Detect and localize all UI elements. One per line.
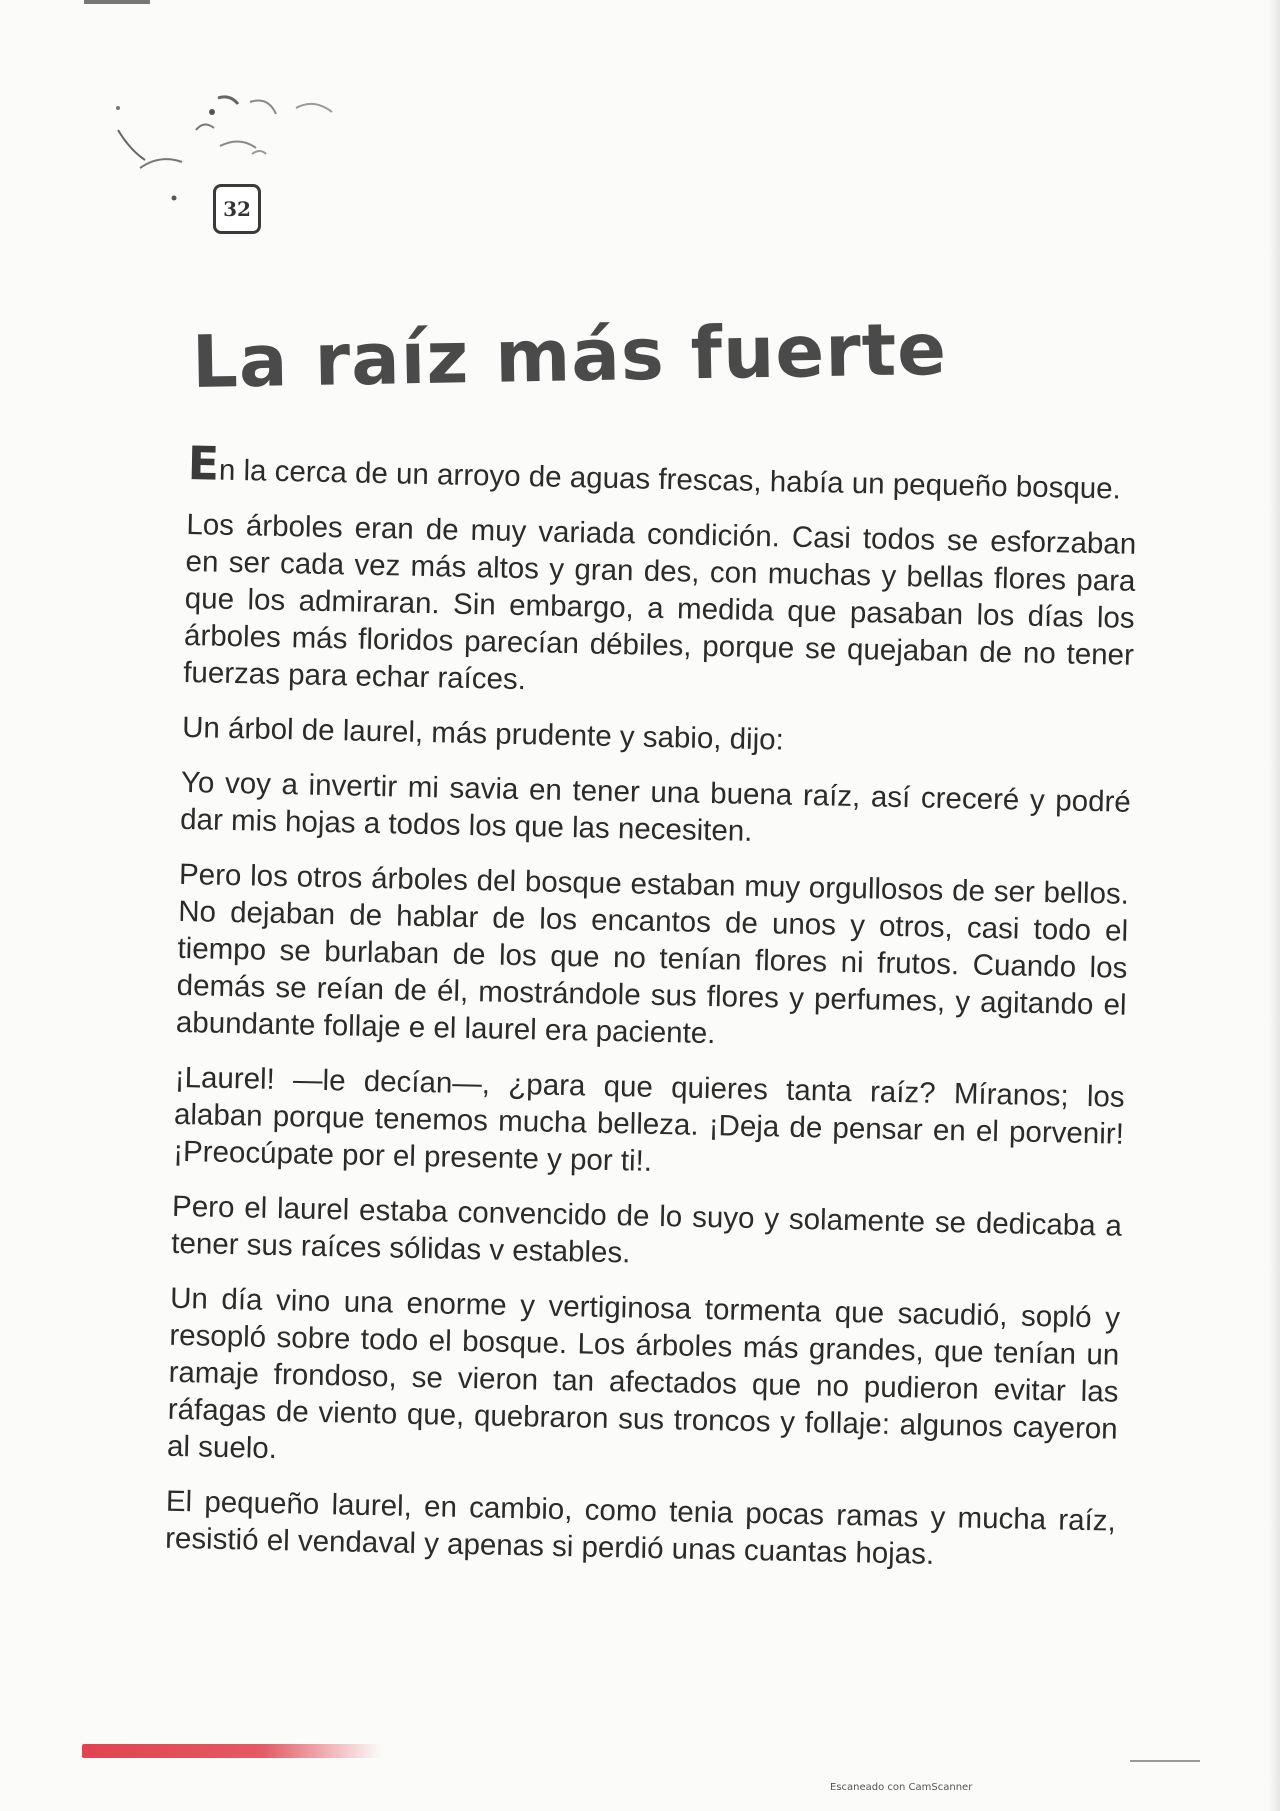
story-paragraph: Un día vino una enorme y vertiginosa tormenta que sacudió, sopló y resopló sobre todo el bosque. Los árboles más grandes, que tenían un ramaje frondoso, se vieron tan afectados que no pudieron evitar las ráfagas de viento que, quebraron sus troncos y follaje: algunos cayeron al suelo. (166, 1281, 1121, 1466)
bottom-dash (1130, 1760, 1200, 1762)
story-paragraph: El pequeño laurel, en cambio, como tenia pocas ramas y mucha raíz, resistió el vendaval y apenas si perdió unas cuantas hojas. (164, 1484, 1117, 1571)
story-paragraph: ¡Laurel! —le decían—, ¿para que quieres tanta raíz? Míranos; los alaban porque tenemos mucha belleza. ¡Deja de pensar en el porvenir! ¡Preocúpate por el presente y por ti!. (172, 1060, 1125, 1178)
story-paragraph: Pero el laurel estaba convencido de lo suyo y solamente se dedicaba a tener sus raíces sólidas v estables. (170, 1189, 1123, 1270)
story-paragraph: Pero los otros árboles del bosque estaban muy orgullosos de ser bellos. No dejaban de hablar de los encantos de unos y otros, casi todo el tiempo se burlaban de los que no tenían flores ni frutos. Cuando los demás se reían de él, mostrándole sus flores y perfumes, y agitando el abundante follaje e el laurel era paciente. (175, 857, 1130, 1051)
story-paragraph: Los árboles eran de muy variada condición. Casi todos se esforzaban en ser cada vez más altos y gran des, con muchas y bellas flores para que los admiraran. Sin embargo, a medida que pasaban los días los árboles más floridos parecían débiles, porque se quejaban de no tener fuerzas para echar raíces. (182, 507, 1137, 697)
accent-strip (82, 1744, 382, 1758)
page-title: La raíz más fuerte (191, 306, 948, 404)
scanner-credit: Escaneado con CamScanner (830, 1782, 973, 1793)
story-paragraph: En la cerca de un arroyo de aguas frescas, había un pequeño bosque. (187, 436, 1122, 506)
top-edge-mark (84, 0, 150, 4)
page-number: 32 (213, 184, 261, 234)
page-edge-shadow (1268, 0, 1280, 1811)
story-body (164, 436, 1137, 1595)
story-paragraph: Un árbol de laurel, más prudente y sabio, dijo: (181, 710, 785, 757)
decorative-doodle-icon (100, 90, 380, 260)
dropcap: E (187, 436, 220, 491)
story-paragraph: Yo voy a invertir mi savia en tener una buena raíz, así creceré y podré dar mis hojas a todos los que las necesiten. (179, 765, 1132, 848)
